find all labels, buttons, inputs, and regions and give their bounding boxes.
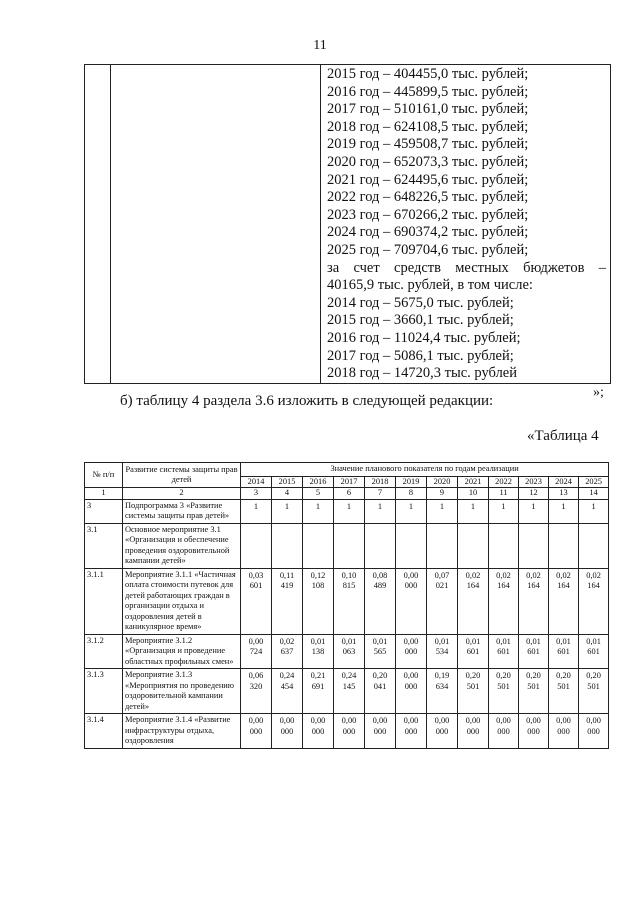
value-text: 601 [587, 647, 600, 656]
value-text: 0,00 [403, 716, 419, 725]
column-index-cell: 1 [85, 488, 123, 500]
row-name: Мероприятие 3.1.1 «Частичная оплата стоимости путевок для детей работающих граждан в организации отдыха и оздоровления детей в каникулярное время» [123, 568, 241, 634]
row-number: 3 [85, 499, 123, 523]
value-cell [579, 634, 609, 669]
value-cell [365, 568, 396, 634]
value-cell [365, 669, 396, 714]
value-cell [272, 634, 303, 669]
value-text: 601 [249, 581, 263, 590]
value-cell [396, 634, 427, 669]
value-cell [334, 714, 365, 749]
value-text: 1 [377, 501, 383, 511]
value-cell [272, 523, 303, 568]
value-cell [458, 568, 489, 634]
value-cell [519, 634, 549, 669]
value-text: 000 [311, 726, 325, 736]
value-cell [303, 499, 334, 523]
value-text: 0,00 [586, 716, 601, 725]
column-index-cell: 3 [241, 488, 272, 500]
value-text: 164 [557, 581, 570, 590]
year-header: 2018 [365, 476, 396, 488]
value-cell [458, 499, 489, 523]
value-text: 0,21 [310, 671, 326, 680]
value-text: 1 [284, 501, 290, 511]
funding-lines [321, 65, 610, 383]
value-cell [489, 669, 519, 714]
header-name: Развитие системы защиты прав детей [123, 463, 241, 488]
value-text: 021 [435, 581, 449, 590]
value-text: 601 [497, 647, 510, 656]
value-cell [579, 568, 609, 634]
value-text: 000 [280, 726, 294, 736]
column-index-cell: 11 [489, 488, 519, 500]
value-text: 0,01 [341, 636, 357, 646]
value-cell [549, 714, 579, 749]
value-text: 501 [587, 681, 600, 691]
value-text: 0,00 [434, 716, 450, 725]
funding-line: 2020 год – 652073,3 тыс. рублей; [327, 153, 529, 170]
value-text: 0,00 [248, 716, 264, 725]
value-text: 1 [253, 501, 259, 511]
value-cell [427, 568, 458, 634]
value-text: 0,00 [248, 636, 264, 646]
value-cell [579, 714, 609, 749]
value-cell [272, 714, 303, 749]
value-text: 0,20 [556, 671, 571, 680]
value-text: 691 [311, 681, 325, 691]
value-text: 1 [561, 501, 566, 511]
year-header: 2014 [241, 476, 272, 488]
value-text: 0,19 [434, 671, 450, 680]
funding-line: 2021 год – 624495,6 тыс. рублей; [327, 171, 529, 188]
value-cell [579, 669, 609, 714]
row-name: Мероприятие 3.1.4 «Развитие инфраструктуры отдыха, оздоровления [123, 714, 241, 749]
value-text: 0,00 [526, 716, 541, 725]
value-text: 0,03 [248, 570, 264, 580]
indicator-table [84, 462, 609, 749]
funding-line: 2022 год – 648226,5 тыс. рублей; [327, 189, 529, 206]
value-text: 0,01 [496, 636, 511, 646]
value-text: 0,10 [341, 570, 357, 580]
value-text: 138 [311, 647, 325, 656]
value-text: 0,00 [341, 716, 357, 725]
funding-line: 2025 год – 709704,6 тыс. рублей; [327, 241, 529, 258]
column-index-cell: 2 [123, 488, 241, 500]
value-text: 1 [315, 501, 321, 511]
funding-table-cell-empty-1 [85, 65, 111, 384]
value-text: 000 [404, 647, 418, 656]
year-header: 2019 [396, 476, 427, 488]
value-text: 000 [373, 726, 387, 736]
value-cell [458, 714, 489, 749]
row-name: Мероприятие 3.1.2 «Организация и проведение областных профильных смен» [123, 634, 241, 669]
value-text: 0,01 [556, 636, 571, 646]
value-cell [241, 523, 272, 568]
value-cell [272, 669, 303, 714]
value-cell [549, 634, 579, 669]
value-cell [579, 523, 609, 568]
value-cell [272, 499, 303, 523]
value-cell [489, 714, 519, 749]
value-text: 0,01 [372, 636, 388, 646]
value-text: 501 [497, 681, 510, 691]
funding-line: 2017 год – 510161,0 тыс. рублей; [327, 101, 529, 118]
funding-line: 2023 год – 670266,2 тыс. рублей; [327, 206, 529, 223]
funding-line: 2014 год – 5675,0 тыс. рублей; [327, 294, 514, 311]
row-number: 3.1.1 [85, 568, 123, 634]
table-row [85, 523, 609, 568]
value-text: 164 [527, 581, 540, 590]
value-text: 0,00 [279, 716, 295, 725]
funding-line: 2015 год – 404455,0 тыс. рублей; [327, 66, 529, 82]
value-text: 041 [373, 681, 387, 691]
value-text: 0,12 [310, 570, 326, 580]
value-cell [458, 669, 489, 714]
funding-line: за счет средств местных бюджетов – [327, 259, 606, 276]
value-cell [549, 523, 579, 568]
value-text: 0,20 [372, 671, 388, 680]
funding-text-cell [321, 65, 611, 384]
value-cell [396, 669, 427, 714]
table-caption: «Таблица 4 [527, 428, 599, 444]
value-text: 534 [435, 647, 449, 656]
table-row [85, 714, 609, 749]
year-header: 2022 [489, 476, 519, 488]
value-text: 000 [497, 726, 510, 736]
value-cell [549, 499, 579, 523]
value-text: 000 [404, 726, 418, 736]
value-cell [427, 634, 458, 669]
value-cell [303, 523, 334, 568]
value-text: 601 [527, 647, 540, 656]
value-cell [489, 634, 519, 669]
value-text: 0,20 [526, 671, 541, 680]
funding-line: 2016 год – 11024,4 тыс. рублей; [327, 329, 521, 346]
funding-table-cell-empty-2 [111, 65, 321, 384]
value-cell [365, 634, 396, 669]
value-text: 419 [280, 581, 294, 590]
value-text: 0,20 [586, 671, 601, 680]
value-text: 0,02 [465, 570, 481, 580]
indicator-table-head [85, 463, 609, 500]
value-text: 1 [591, 501, 596, 511]
value-cell [427, 714, 458, 749]
value-text: 1 [346, 501, 352, 511]
value-text: 501 [466, 681, 480, 691]
column-index-cell: 14 [579, 488, 609, 500]
column-index-cell: 10 [458, 488, 489, 500]
value-cell [427, 523, 458, 568]
year-header: 2016 [303, 476, 334, 488]
value-text: 637 [280, 647, 294, 656]
value-cell [334, 568, 365, 634]
value-text: 0,02 [526, 570, 541, 580]
column-index-cell: 12 [519, 488, 549, 500]
value-text: 0,01 [434, 636, 450, 646]
value-cell [303, 568, 334, 634]
row-number: 3.1 [85, 523, 123, 568]
value-text: 108 [311, 581, 325, 590]
row-number: 3.1.4 [85, 714, 123, 749]
value-text: 164 [587, 581, 600, 590]
value-cell [549, 669, 579, 714]
value-text: 1 [501, 501, 506, 511]
value-text: 000 [557, 726, 570, 736]
value-text: 1 [408, 501, 414, 511]
value-text: 164 [497, 581, 510, 590]
funding-line: 40165,9 тыс. рублей, в том числе: [327, 277, 533, 294]
value-text: 0,00 [465, 716, 481, 725]
value-text: 0,20 [465, 671, 481, 680]
value-cell [427, 669, 458, 714]
value-text: 454 [280, 681, 294, 691]
value-text: 145 [342, 681, 356, 691]
funding-line: 2018 год – 624108,5 тыс. рублей; [327, 118, 529, 135]
table-row [85, 568, 609, 634]
indicator-table-body [85, 499, 609, 748]
value-text: 0,24 [341, 671, 357, 680]
value-cell [458, 634, 489, 669]
value-text: 0,00 [403, 570, 419, 580]
value-text: 164 [466, 581, 480, 590]
value-text: 0,07 [434, 570, 450, 580]
value-cell [272, 568, 303, 634]
funding-line: 2017 год – 5086,1 тыс. рублей; [327, 347, 514, 364]
column-index-cell: 13 [549, 488, 579, 500]
column-index-cell: 9 [427, 488, 458, 500]
value-text: 0,01 [310, 636, 326, 646]
value-text: 0,11 [279, 570, 295, 580]
year-header: 2025 [579, 476, 609, 488]
value-text: 815 [342, 581, 356, 590]
value-cell [365, 714, 396, 749]
value-text: 501 [527, 681, 540, 691]
value-text: 0,02 [279, 636, 295, 646]
value-text: 0,00 [310, 716, 326, 725]
row-name: Основное мероприятие 3.1 «Организация и обеспечение проведения оздоровительной кампании детей» [123, 523, 241, 568]
column-index-cell: 7 [365, 488, 396, 500]
value-text: 0,08 [372, 570, 388, 580]
value-cell [519, 568, 549, 634]
value-text: 000 [466, 726, 480, 736]
value-cell [334, 634, 365, 669]
table-row [85, 669, 609, 714]
column-index-cell: 5 [303, 488, 334, 500]
table-row [85, 499, 609, 523]
value-text: 0,02 [496, 570, 511, 580]
value-text: 0,02 [586, 570, 601, 580]
funding-line: 2024 год – 690374,2 тыс. рублей; [327, 224, 529, 241]
value-text: 000 [435, 726, 449, 736]
year-header: 2024 [549, 476, 579, 488]
value-text: 1 [470, 501, 476, 511]
header-years-group: Значение планового показателя по годам реализации [241, 463, 609, 477]
value-cell [427, 499, 458, 523]
column-index-row [85, 488, 609, 500]
value-cell [334, 669, 365, 714]
value-text: 0,00 [403, 671, 419, 680]
value-cell [519, 669, 549, 714]
value-text: 320 [249, 681, 263, 691]
value-text: 0,00 [496, 716, 511, 725]
value-cell [241, 568, 272, 634]
value-text: 0,01 [465, 636, 481, 646]
value-text: 000 [249, 726, 263, 736]
value-cell [334, 523, 365, 568]
row-number: 3.1.2 [85, 634, 123, 669]
funding-line: 2016 год – 445899,5 тыс. рублей; [327, 83, 529, 100]
year-header: 2023 [519, 476, 549, 488]
value-cell [519, 523, 549, 568]
value-cell [365, 523, 396, 568]
instruction-text: б) таблицу 4 раздела 3.6 изложить в следующей редакции: [120, 393, 494, 409]
column-index-cell: 4 [272, 488, 303, 500]
value-cell [396, 714, 427, 749]
value-text: 000 [342, 726, 356, 736]
value-text: 000 [527, 726, 540, 736]
funding-line: 2015 год – 3660,1 тыс. рублей; [327, 312, 514, 329]
value-text: 634 [435, 681, 449, 691]
value-cell [396, 568, 427, 634]
value-text: 000 [587, 726, 600, 736]
value-cell [396, 499, 427, 523]
value-text: 0,24 [279, 671, 295, 680]
year-header: 2021 [458, 476, 489, 488]
value-cell [519, 499, 549, 523]
value-cell [241, 499, 272, 523]
value-cell [489, 499, 519, 523]
row-name: Мероприятие 3.1.3 «Мероприятия по проведению оздоровительной кампании детей» [123, 669, 241, 714]
value-text: 0,20 [496, 671, 511, 680]
value-text: 000 [404, 581, 418, 590]
funding-line: 2018 год – 14720,3 тыс. рублей [327, 365, 518, 382]
value-cell [396, 523, 427, 568]
value-text: 000 [404, 681, 418, 691]
value-text: 1 [531, 501, 536, 511]
value-cell [489, 523, 519, 568]
value-text: 0,02 [556, 570, 571, 580]
year-header: 2020 [427, 476, 458, 488]
column-index-cell: 6 [334, 488, 365, 500]
header-num: № п/п [85, 463, 123, 488]
value-cell [241, 634, 272, 669]
funding-table [84, 64, 611, 384]
value-cell [334, 499, 365, 523]
closing-quote: »; [593, 385, 604, 400]
value-text: 601 [466, 647, 480, 656]
row-number: 3.1.3 [85, 669, 123, 714]
value-text: 601 [557, 647, 570, 656]
value-text: 724 [249, 647, 263, 656]
funding-line: 2019 год – 459508,7 тыс. рублей; [327, 136, 529, 153]
value-cell [549, 568, 579, 634]
page-number: 11 [313, 38, 327, 53]
value-cell [519, 714, 549, 749]
value-text: 1 [439, 501, 445, 511]
value-text: 0,01 [586, 636, 601, 646]
value-text: 0,06 [248, 671, 264, 680]
value-text: 063 [342, 647, 356, 656]
column-index-cell: 8 [396, 488, 427, 500]
value-cell [458, 523, 489, 568]
value-text: 489 [373, 581, 387, 590]
value-cell [489, 568, 519, 634]
value-cell [241, 669, 272, 714]
year-header: 2017 [334, 476, 365, 488]
value-text: 565 [373, 647, 387, 656]
value-cell [303, 634, 334, 669]
value-text: 0,01 [526, 636, 541, 646]
year-header: 2015 [272, 476, 303, 488]
value-cell [241, 714, 272, 749]
value-text: 0,00 [403, 636, 419, 646]
value-cell [365, 499, 396, 523]
value-text: 501 [557, 681, 570, 691]
value-text: 0,00 [372, 716, 388, 725]
value-cell [303, 669, 334, 714]
row-name: Подпрограмма 3 «Развитие системы защиты прав детей» [123, 499, 241, 523]
table-row [85, 634, 609, 669]
value-cell [303, 714, 334, 749]
value-text: 0,00 [556, 716, 571, 725]
value-cell [579, 499, 609, 523]
